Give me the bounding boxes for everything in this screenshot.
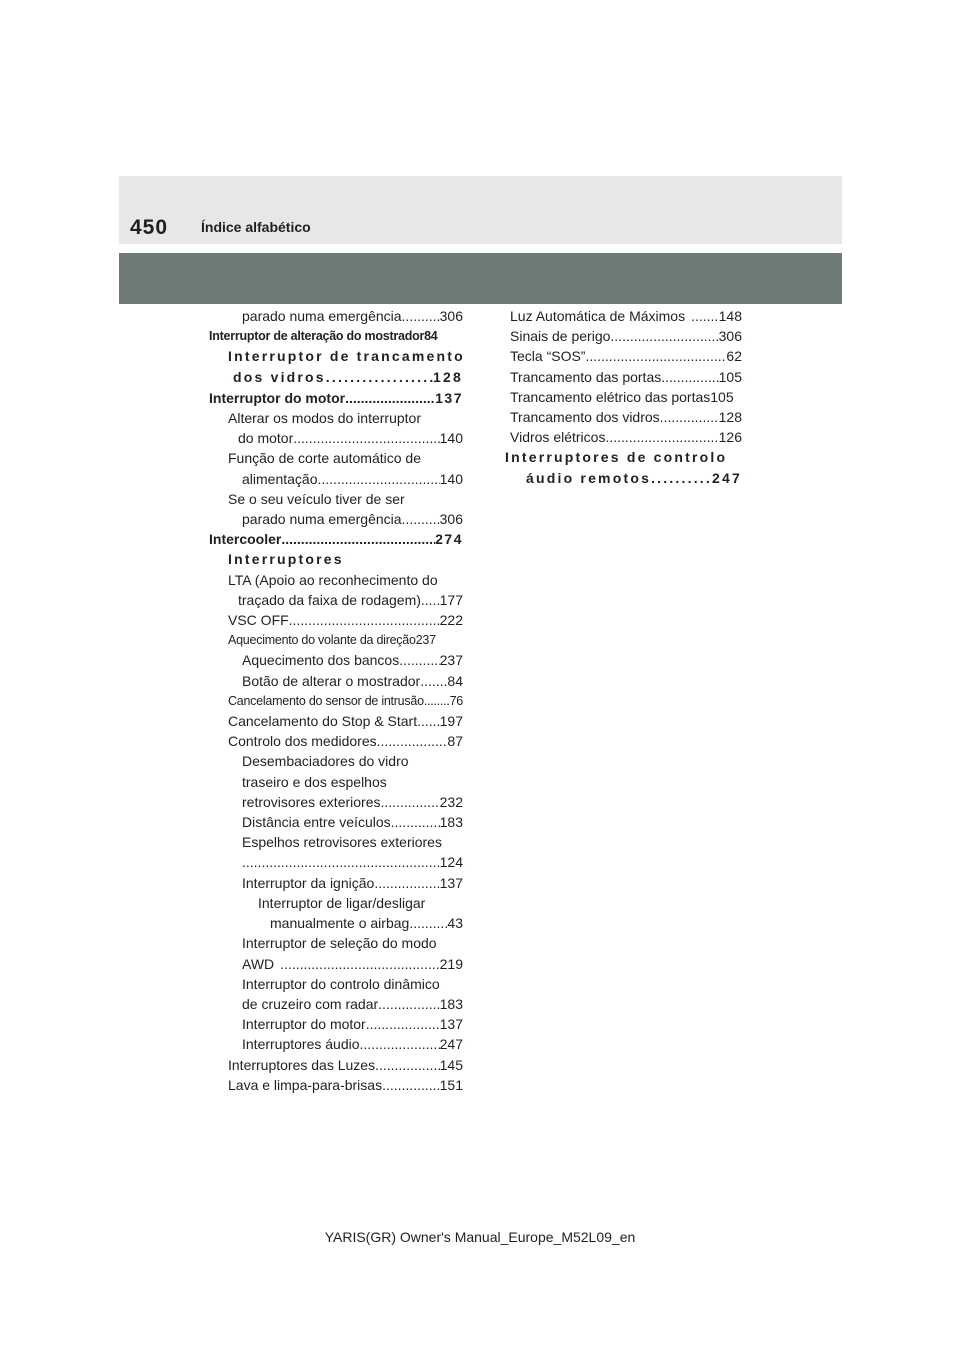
index-entry: ..... 124: [242, 852, 463, 872]
index-column-left: [209, 306, 463, 1095]
index-entry: Aquecimento dos bancos ..... 237: [242, 650, 463, 670]
index-entry: Interruptor de alteração do mostrador 84: [209, 329, 438, 344]
index-subentry: Interruptor do controlo dinâmico: [242, 975, 440, 992]
index-entry: Trancamento das portas ..... 105: [510, 367, 742, 387]
header-dark-band: [119, 253, 842, 304]
index-entry: Interruptor do motor ..... 137: [209, 388, 463, 408]
index-entry: Vidros elétricos ..... 126: [510, 427, 742, 447]
index-headword: Interruptor de trancamento: [228, 348, 465, 365]
index-entry: traçado da faixa de rodagem) ..... 177: [238, 590, 463, 610]
index-entry: Aquecimento do volante da direção 237: [228, 633, 436, 648]
index-entry: parado numa emergência ..... 306: [242, 306, 463, 326]
index-entry: VSC OFF ..... 222: [228, 610, 463, 630]
index-entry: Interruptor do motor ..... 137: [242, 1014, 463, 1034]
index-entry: AWD ..... 219: [242, 954, 463, 974]
index-subentry: Alterar os modos do interruptor: [228, 410, 421, 427]
index-subentry: Se o seu veículo tiver de ser: [228, 490, 405, 507]
index-entry: dos vidros ..... 128: [233, 367, 463, 387]
index-entry: Tecla “SOS” ..... 62: [510, 346, 742, 366]
index-subentry: Espelhos retrovisores exteriores: [242, 834, 442, 851]
index-column-right: [505, 306, 742, 488]
index-entry: Interruptores áudio ..... 247: [242, 1034, 463, 1054]
index-headword: Interruptores de controlo: [505, 449, 728, 466]
index-entry: Controlo dos medidores ..... 87: [228, 731, 463, 751]
index-entry: do motor ..... 140: [238, 428, 463, 448]
index-entry: áudio remotos ..... 247: [526, 468, 742, 488]
index-entry: Trancamento elétrico das portas 105: [510, 388, 734, 405]
index-headword: Interruptores: [228, 551, 344, 568]
index-entry: manualmente o airbag ..... 43: [270, 913, 463, 933]
index-entry: alimentação ..... 140: [242, 469, 463, 489]
index-entry: Lava e limpa-para-brisas ..... 151: [228, 1075, 463, 1095]
index-subentry: Interruptor de ligar/desligar: [258, 894, 426, 911]
index-entry: Sinais de perigo ..... 306: [510, 326, 742, 346]
index-subentry: Interruptor de seleção do modo: [242, 935, 437, 952]
page-footer: YARIS(GR) Owner's Manual_Europe_M52L09_en: [324, 1229, 636, 1245]
index-entry: Distância entre veículos ..... 183: [242, 812, 463, 832]
index-entry: Interruptor da ignição ..... 137: [242, 873, 463, 893]
index-subentry: traseiro e dos espelhos: [242, 773, 387, 790]
index-entry: Cancelamento do sensor de intrusão ..... 76: [228, 691, 463, 711]
index-entry: Cancelamento do Stop & Start ..... 197: [228, 711, 463, 731]
index-subentry: Função de corte automático de: [228, 450, 422, 467]
index-subentry: Desembaciadores do vidro: [242, 753, 409, 770]
index-entry: Interruptores das Luzes ..... 145: [228, 1055, 463, 1075]
index-entry: de cruzeiro com radar ..... 183: [242, 994, 463, 1014]
index-entry: Botão de alterar o mostrador ..... 84: [242, 671, 463, 691]
index-subentry: LTA (Apoio ao reconhecimento do: [228, 571, 438, 588]
index-entry: Intercooler ..... 274: [209, 529, 463, 549]
index-entry: parado numa emergência ..... 306: [242, 509, 463, 529]
section-title: Índice alfabético: [201, 219, 311, 235]
index-entry: retrovisores exteriores ..... 232: [242, 792, 463, 812]
index-entry: Trancamento dos vidros ..... 128: [510, 407, 742, 427]
page-number: 450: [130, 216, 169, 239]
index-entry: Luz Automática de Máximos ..... 148: [510, 306, 742, 326]
